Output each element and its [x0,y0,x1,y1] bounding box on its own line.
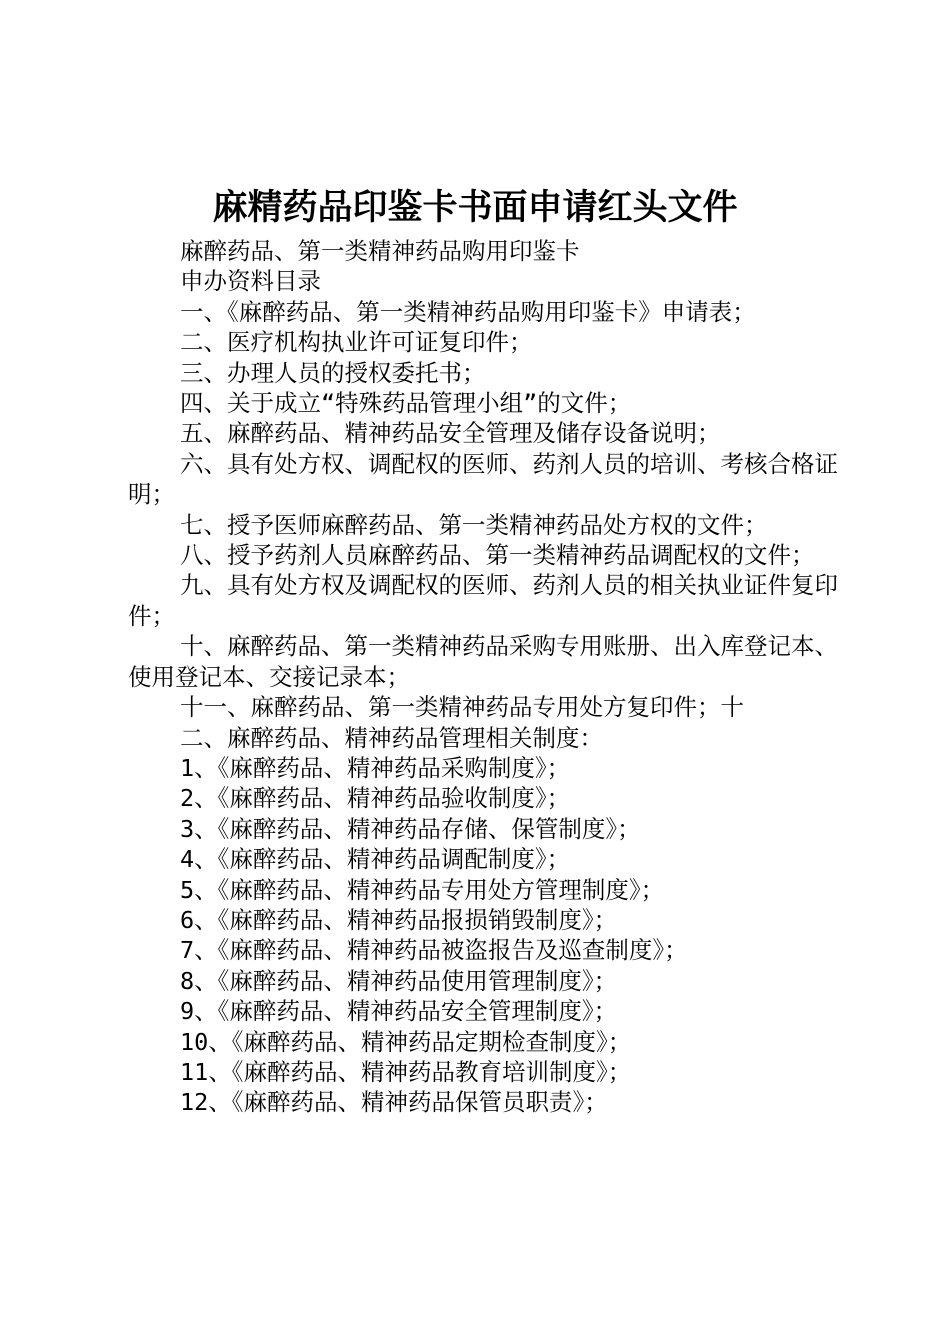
paragraph: 10、《麻醉药品、精神药品定期检查制度》； [180,1027,632,1056]
paragraph: 一、《麻醉药品、第一类精神药品购用印鉴卡》申请表； [180,297,756,326]
paragraph: 三、办理人员的授权委托书； [180,358,486,387]
paragraph: 四、关于成立“特殊药品管理小组”的文件； [180,389,632,418]
paragraph: 二、医疗机构执业许可证复印件； [180,328,533,357]
paragraph: 4、《麻醉药品、精神药品调配制度》； [180,845,571,874]
paragraph: 五、麻醉药品、精神药品安全管理及储存设备说明； [180,419,721,448]
paragraph: 2、《麻醉药品、精神药品验收制度》； [180,784,571,813]
paragraph: 二、麻醉药品、精神药品管理相关制度： [180,723,603,752]
document-title: 麻精药品印鉴卡书面申请红头文件 [212,187,738,228]
paragraph: 6、《麻醉药品、精神药品报损销毁制度》； [180,905,618,934]
document-body [128,236,838,1118]
paragraph: 六、具有处方权、调配权的医师、药剂人员的培训、考核合格证明； [128,449,838,509]
paragraph: 7、《麻醉药品、精神药品被盗报告及巡查制度》； [180,936,688,965]
paragraph: 申办资料目录 [180,267,321,296]
paragraph: 9、《麻醉药品、精神药品安全管理制度》； [180,997,618,1026]
paragraph: 1、《麻醉药品、精神药品采购制度》； [180,753,571,782]
paragraph: 3、《麻醉药品、精神药品存储、保管制度》； [180,814,641,843]
paragraph: 十一、麻醉药品、第一类精神药品专用处方复印件；十 [180,693,744,722]
paragraph: 九、具有处方权及调配权的医师、药剂人员的相关执业证件复印件； [128,571,838,630]
paragraph: 七、授予医师麻醉药品、第一类精神药品处方权的文件； [180,510,768,539]
paragraph: 8、《麻醉药品、精神药品使用管理制度》； [180,966,618,995]
paragraph: 麻醉药品、第一类精神药品购用印鉴卡 [180,237,580,265]
paragraph: 十、麻醉药品、第一类精神药品采购专用账册、出入库登记本、使用登记本、交接记录本； [128,632,838,691]
paragraph: 11、《麻醉药品、精神药品教育培训制度》； [180,1057,632,1086]
paragraph: 12、《麻醉药品、精神药品保管员职责》； [180,1088,608,1117]
paragraph: 5、《麻醉药品、精神药品专用处方管理制度》； [180,875,665,904]
paragraph: 八、授予药剂人员麻醉药品、第一类精神药品调配权的文件； [180,541,815,570]
